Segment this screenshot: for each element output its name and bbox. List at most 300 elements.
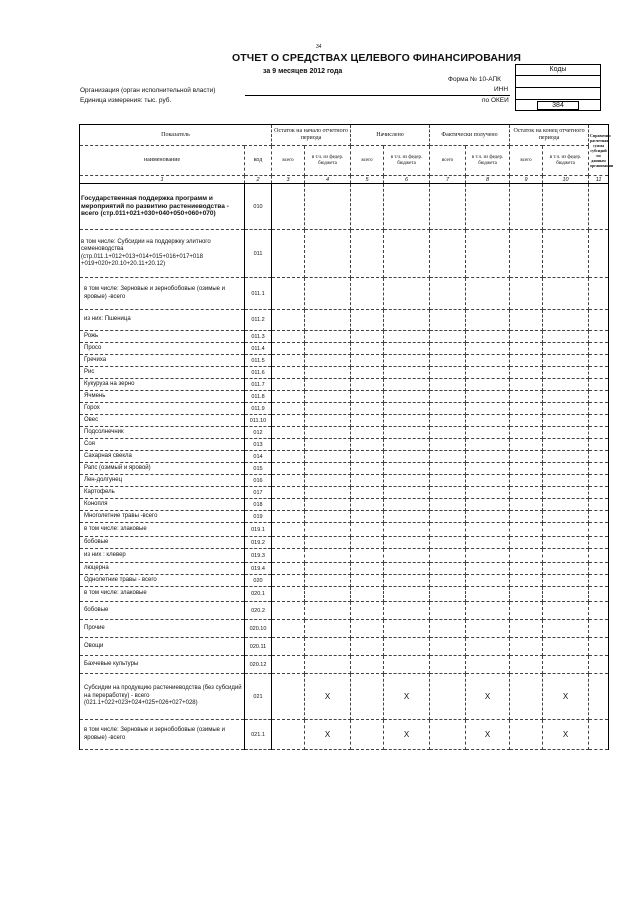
value-cell-col3[interactable] — [272, 439, 305, 451]
value-cell-col7[interactable] — [430, 587, 466, 602]
value-cell-col4[interactable] — [305, 415, 351, 427]
organization-line[interactable] — [245, 95, 510, 96]
value-cell-col10[interactable] — [543, 343, 589, 355]
value-cell-col8[interactable] — [466, 463, 510, 475]
value-cell-col10[interactable] — [543, 439, 589, 451]
okei-label: по ОКЕИ — [482, 97, 509, 104]
value-cell-col9[interactable] — [510, 427, 543, 439]
value-cell-col10[interactable] — [543, 355, 589, 367]
value-cell-col11[interactable] — [589, 656, 609, 674]
value-cell-col5[interactable] — [351, 439, 384, 451]
value-cell-col9[interactable] — [510, 475, 543, 487]
value-cell-col5[interactable] — [351, 391, 384, 403]
value-cell-col5[interactable] — [351, 184, 384, 230]
value-cell-col11[interactable] — [589, 563, 609, 575]
value-cell-col6[interactable] — [384, 487, 430, 499]
value-cell-col8[interactable] — [466, 184, 510, 230]
value-cell-col4[interactable] — [305, 331, 351, 343]
value-cell-col9[interactable] — [510, 523, 543, 537]
value-cell-col3[interactable] — [272, 656, 305, 674]
value-cell-col4[interactable] — [305, 487, 351, 499]
value-cell-col3[interactable] — [272, 343, 305, 355]
value-cell-col11[interactable] — [589, 367, 609, 379]
value-cell-col5[interactable] — [351, 587, 384, 602]
value-cell-col5[interactable] — [351, 638, 384, 656]
value-cell-col10[interactable] — [543, 184, 589, 230]
value-cell-col7[interactable] — [430, 638, 466, 656]
value-cell-col4[interactable] — [305, 563, 351, 575]
value-cell-col9[interactable] — [510, 656, 543, 674]
value-cell-col6[interactable] — [384, 587, 430, 602]
value-cell-col11[interactable] — [589, 379, 609, 391]
row-name: Соя — [80, 439, 245, 451]
value-cell-col3[interactable] — [272, 331, 305, 343]
value-cell-col8[interactable] — [466, 575, 510, 587]
value-cell-col7[interactable] — [430, 451, 466, 463]
value-cell-col6[interactable] — [384, 563, 430, 575]
value-cell-col5[interactable] — [351, 537, 384, 549]
value-cell-col4[interactable] — [305, 184, 351, 230]
value-cell-col11[interactable] — [589, 549, 609, 563]
value-cell-col4[interactable] — [305, 656, 351, 674]
value-cell-col4[interactable] — [305, 549, 351, 563]
value-cell-col10[interactable] — [543, 499, 589, 511]
value-cell-col10[interactable] — [543, 331, 589, 343]
value-cell-col6[interactable] — [384, 184, 430, 230]
value-cell-col11[interactable] — [589, 331, 609, 343]
value-cell-col5[interactable] — [351, 656, 384, 674]
value-cell-col4[interactable] — [305, 310, 351, 331]
value-cell-col9[interactable] — [510, 537, 543, 549]
value-cell-col5[interactable] — [351, 674, 384, 720]
value-cell-col10[interactable] — [543, 451, 589, 463]
value-cell-col7[interactable] — [430, 499, 466, 511]
value-cell-col3[interactable] — [272, 720, 305, 750]
value-cell-col6[interactable] — [384, 620, 430, 638]
value-cell-col4[interactable] — [305, 463, 351, 475]
column-number: 3 — [272, 176, 305, 184]
value-cell-col3[interactable] — [272, 184, 305, 230]
value-cell-col7[interactable] — [430, 620, 466, 638]
value-cell-col6[interactable] — [384, 427, 430, 439]
value-cell-col8[interactable] — [466, 403, 510, 415]
value-cell-col6[interactable] — [384, 499, 430, 511]
value-cell-col5[interactable] — [351, 331, 384, 343]
value-cell-col3[interactable] — [272, 415, 305, 427]
value-cell-col9[interactable] — [510, 620, 543, 638]
value-cell-col8[interactable] — [466, 415, 510, 427]
value-cell-col11[interactable] — [589, 475, 609, 487]
value-cell-col7[interactable] — [430, 674, 466, 720]
value-cell-col4[interactable] — [305, 230, 351, 278]
value-cell-col10[interactable] — [543, 427, 589, 439]
value-cell-col8[interactable] — [466, 230, 510, 278]
value-cell-col7[interactable] — [430, 523, 466, 537]
value-cell-col10[interactable] — [543, 563, 589, 575]
value-cell-col6[interactable] — [384, 523, 430, 537]
value-cell-col8[interactable] — [466, 549, 510, 563]
value-cell-col11[interactable] — [589, 523, 609, 537]
form-code-cell[interactable] — [516, 76, 600, 88]
value-cell-col9[interactable] — [510, 439, 543, 451]
value-cell-col7[interactable] — [430, 549, 466, 563]
value-cell-col10[interactable] — [543, 475, 589, 487]
value-cell-col5[interactable] — [351, 379, 384, 391]
value-cell-col7[interactable] — [430, 563, 466, 575]
value-cell-col6[interactable] — [384, 638, 430, 656]
value-cell-col3[interactable] — [272, 278, 305, 310]
value-cell-col11[interactable] — [589, 499, 609, 511]
value-cell-col9[interactable] — [510, 463, 543, 475]
value-cell-col7[interactable] — [430, 278, 466, 310]
value-cell-col4[interactable] — [305, 602, 351, 620]
value-cell-col10[interactable] — [543, 638, 589, 656]
value-cell-col4[interactable] — [305, 638, 351, 656]
value-cell-col7[interactable] — [430, 343, 466, 355]
value-cell-col7[interactable] — [430, 475, 466, 487]
value-cell-col11[interactable] — [589, 720, 609, 750]
value-cell-col8[interactable] — [466, 602, 510, 620]
value-cell-col9[interactable] — [510, 487, 543, 499]
value-cell-col8[interactable] — [466, 439, 510, 451]
value-cell-col5[interactable] — [351, 620, 384, 638]
value-cell-col11[interactable] — [589, 403, 609, 415]
value-cell-col3[interactable] — [272, 463, 305, 475]
value-cell-col11[interactable] — [589, 602, 609, 620]
value-cell-col6[interactable] — [384, 415, 430, 427]
value-cell-col7[interactable] — [430, 403, 466, 415]
value-cell-col6[interactable] — [384, 602, 430, 620]
value-cell-col4[interactable] — [305, 367, 351, 379]
value-cell-col5[interactable] — [351, 499, 384, 511]
value-cell-col4[interactable] — [305, 475, 351, 487]
value-cell-col9[interactable] — [510, 720, 543, 750]
value-cell-col5[interactable] — [351, 451, 384, 463]
value-cell-col4[interactable] — [305, 451, 351, 463]
value-cell-col8[interactable] — [466, 475, 510, 487]
value-cell-col8[interactable] — [466, 355, 510, 367]
value-cell-col3[interactable] — [272, 563, 305, 575]
value-cell-col11[interactable] — [589, 439, 609, 451]
value-cell-col7[interactable] — [430, 575, 466, 587]
value-cell-col11[interactable] — [589, 537, 609, 549]
value-cell-col5[interactable] — [351, 403, 384, 415]
value-cell-col10[interactable] — [543, 403, 589, 415]
value-cell-col3[interactable] — [272, 511, 305, 523]
value-cell-col6[interactable] — [384, 403, 430, 415]
value-cell-col4[interactable] — [305, 403, 351, 415]
header-reference: Справочно: расчетная сумма субсидий по данным организации — [589, 125, 609, 176]
value-cell-col3[interactable] — [272, 549, 305, 563]
value-cell-col9[interactable] — [510, 451, 543, 463]
value-cell-col11[interactable] — [589, 355, 609, 367]
value-cell-col9[interactable] — [510, 184, 543, 230]
value-cell-col5[interactable] — [351, 487, 384, 499]
value-cell-col7[interactable] — [430, 379, 466, 391]
value-cell-col6[interactable] — [384, 511, 430, 523]
value-cell-col10[interactable] — [543, 549, 589, 563]
column-number: 6 — [384, 176, 430, 184]
value-cell-col3[interactable] — [272, 523, 305, 537]
value-cell-col5[interactable] — [351, 278, 384, 310]
value-cell-col9[interactable] — [510, 355, 543, 367]
value-cell-col3[interactable] — [272, 451, 305, 463]
header-received-total: всего — [430, 146, 466, 176]
value-cell-col6[interactable] — [384, 463, 430, 475]
value-cell-col6[interactable] — [384, 355, 430, 367]
value-cell-col3[interactable] — [272, 575, 305, 587]
value-cell-col10[interactable] — [543, 587, 589, 602]
value-cell-col6[interactable] — [384, 278, 430, 310]
value-cell-col8[interactable] — [466, 310, 510, 331]
value-cell-col10[interactable] — [543, 602, 589, 620]
value-cell-col11[interactable] — [589, 427, 609, 439]
value-cell-col7[interactable] — [430, 511, 466, 523]
value-cell-col10[interactable] — [543, 656, 589, 674]
column-number: 4 — [305, 176, 351, 184]
value-cell-col4[interactable] — [305, 427, 351, 439]
value-cell-col3[interactable] — [272, 427, 305, 439]
value-cell-col6[interactable] — [384, 367, 430, 379]
value-cell-col4[interactable] — [305, 523, 351, 537]
value-cell-col11[interactable] — [589, 638, 609, 656]
value-cell-col7[interactable] — [430, 184, 466, 230]
value-cell-col7[interactable] — [430, 656, 466, 674]
value-cell-col7[interactable] — [430, 367, 466, 379]
value-cell-col7[interactable] — [430, 602, 466, 620]
value-cell-col8[interactable] — [466, 487, 510, 499]
value-cell-col6[interactable] — [384, 575, 430, 587]
value-cell-col5[interactable] — [351, 720, 384, 750]
value-cell-col8[interactable] — [466, 537, 510, 549]
value-cell-col7[interactable] — [430, 537, 466, 549]
value-cell-col5[interactable] — [351, 523, 384, 537]
value-cell-col4[interactable] — [305, 537, 351, 549]
value-cell-col5[interactable] — [351, 230, 384, 278]
value-cell-col5[interactable] — [351, 549, 384, 563]
value-cell-col9[interactable] — [510, 674, 543, 720]
value-cell-col10[interactable] — [543, 367, 589, 379]
value-cell-col7[interactable] — [430, 355, 466, 367]
value-cell-col9[interactable] — [510, 602, 543, 620]
value-cell-col10[interactable] — [543, 537, 589, 549]
value-cell-col10[interactable] — [543, 620, 589, 638]
value-cell-col4[interactable] — [305, 499, 351, 511]
value-cell-col6[interactable] — [384, 439, 430, 451]
value-cell-col9[interactable] — [510, 310, 543, 331]
inn-code-cell[interactable] — [516, 88, 600, 100]
value-cell-col6[interactable] — [384, 537, 430, 549]
value-cell-col11[interactable] — [589, 391, 609, 403]
value-cell-col6[interactable] — [384, 343, 430, 355]
value-cell-col8[interactable] — [466, 511, 510, 523]
value-cell-col8[interactable] — [466, 451, 510, 463]
value-cell-col10[interactable] — [543, 278, 589, 310]
row-code: 011.3 — [245, 331, 272, 343]
value-cell-col11[interactable] — [589, 674, 609, 720]
value-cell-col11[interactable] — [589, 511, 609, 523]
row-name: из них: Пшеница — [80, 310, 245, 331]
value-cell-col3[interactable] — [272, 587, 305, 602]
value-cell-col9[interactable] — [510, 575, 543, 587]
value-cell-col3[interactable] — [272, 403, 305, 415]
value-cell-col3[interactable] — [272, 620, 305, 638]
value-cell-col9[interactable] — [510, 278, 543, 310]
value-cell-col11[interactable] — [589, 451, 609, 463]
value-cell-col9[interactable] — [510, 367, 543, 379]
value-cell-col10[interactable] — [543, 391, 589, 403]
value-cell-col4[interactable] — [305, 620, 351, 638]
value-cell-col6[interactable] — [384, 391, 430, 403]
value-cell-col5[interactable] — [351, 415, 384, 427]
value-cell-col9[interactable] — [510, 379, 543, 391]
value-cell-col9[interactable] — [510, 511, 543, 523]
value-cell-col10[interactable] — [543, 575, 589, 587]
value-cell-col3[interactable] — [272, 391, 305, 403]
value-cell-col10[interactable] — [543, 310, 589, 331]
value-cell-col7[interactable] — [430, 487, 466, 499]
value-cell-col6[interactable] — [384, 475, 430, 487]
row-code: 012 — [245, 427, 272, 439]
value-cell-col9[interactable] — [510, 587, 543, 602]
value-cell-col3[interactable] — [272, 230, 305, 278]
value-cell-col7[interactable] — [430, 439, 466, 451]
value-cell-col4[interactable] — [305, 278, 351, 310]
value-cell-col5[interactable] — [351, 602, 384, 620]
value-cell-col6[interactable] — [384, 230, 430, 278]
value-cell-col4[interactable] — [305, 355, 351, 367]
value-cell-col3[interactable] — [272, 537, 305, 549]
value-cell-col5[interactable] — [351, 367, 384, 379]
value-cell-col11[interactable] — [589, 620, 609, 638]
value-cell-col7[interactable] — [430, 463, 466, 475]
row-code: 017 — [245, 487, 272, 499]
value-cell-col3[interactable] — [272, 379, 305, 391]
value-cell-col10[interactable] — [543, 230, 589, 278]
value-cell-col9[interactable] — [510, 563, 543, 575]
value-cell-col3[interactable] — [272, 638, 305, 656]
value-cell-col5[interactable] — [351, 355, 384, 367]
value-cell-col10[interactable] — [543, 523, 589, 537]
value-cell-col9[interactable] — [510, 343, 543, 355]
value-cell-col9[interactable] — [510, 230, 543, 278]
value-cell-col11[interactable] — [589, 463, 609, 475]
value-cell-col10[interactable] — [543, 463, 589, 475]
header-opening-total: всего — [272, 146, 305, 176]
value-cell-col11[interactable] — [589, 587, 609, 602]
value-cell-col6[interactable] — [384, 331, 430, 343]
value-cell-col6[interactable] — [384, 549, 430, 563]
value-cell-col7[interactable] — [430, 415, 466, 427]
value-cell-col4[interactable] — [305, 587, 351, 602]
value-cell-col9[interactable] — [510, 331, 543, 343]
value-cell-col5[interactable] — [351, 563, 384, 575]
value-cell-col8[interactable] — [466, 656, 510, 674]
row-code: 021 — [245, 674, 272, 720]
value-cell-col11[interactable] — [589, 575, 609, 587]
value-cell-col9[interactable] — [510, 549, 543, 563]
value-cell-col5[interactable] — [351, 463, 384, 475]
value-cell-col11[interactable] — [589, 310, 609, 331]
value-cell-col7[interactable] — [430, 331, 466, 343]
value-cell-col8[interactable] — [466, 331, 510, 343]
value-cell-col3[interactable] — [272, 355, 305, 367]
value-cell-col3[interactable] — [272, 499, 305, 511]
value-cell-col4[interactable] — [305, 343, 351, 355]
row-name: Картофель — [80, 487, 245, 499]
value-cell-col3[interactable] — [272, 674, 305, 720]
value-cell-col7[interactable] — [430, 427, 466, 439]
value-cell-col9[interactable] — [510, 403, 543, 415]
value-cell-col10[interactable] — [543, 379, 589, 391]
value-cell-col3[interactable] — [272, 487, 305, 499]
value-cell-col11[interactable] — [589, 278, 609, 310]
value-cell-col5[interactable] — [351, 343, 384, 355]
value-cell-col11[interactable] — [589, 343, 609, 355]
value-cell-col7[interactable] — [430, 720, 466, 750]
value-cell-col5[interactable] — [351, 427, 384, 439]
value-cell-col7[interactable] — [430, 310, 466, 331]
value-cell-col8[interactable] — [466, 499, 510, 511]
value-cell-col3[interactable] — [272, 310, 305, 331]
value-cell-col8[interactable] — [466, 391, 510, 403]
value-cell-col8[interactable] — [466, 427, 510, 439]
value-cell-col6[interactable] — [384, 310, 430, 331]
value-cell-col6[interactable] — [384, 656, 430, 674]
value-cell-col4[interactable] — [305, 511, 351, 523]
value-cell-col9[interactable] — [510, 415, 543, 427]
value-cell-col8[interactable] — [466, 620, 510, 638]
value-cell-col4[interactable] — [305, 391, 351, 403]
table-row — [80, 602, 609, 620]
value-cell-col11[interactable] — [589, 415, 609, 427]
value-cell-col6[interactable] — [384, 379, 430, 391]
value-cell-col4[interactable] — [305, 379, 351, 391]
value-cell-col8[interactable] — [466, 367, 510, 379]
value-cell-col7[interactable] — [430, 230, 466, 278]
value-cell-col10[interactable] — [543, 487, 589, 499]
value-cell-col8[interactable] — [466, 523, 510, 537]
value-cell-col8[interactable] — [466, 563, 510, 575]
value-cell-col8[interactable] — [466, 379, 510, 391]
value-cell-col11[interactable] — [589, 230, 609, 278]
value-cell-col5[interactable] — [351, 575, 384, 587]
value-cell-col5[interactable] — [351, 511, 384, 523]
value-cell-col10[interactable] — [543, 415, 589, 427]
value-cell-col5[interactable] — [351, 310, 384, 331]
value-cell-col8[interactable] — [466, 278, 510, 310]
value-cell-col5[interactable] — [351, 475, 384, 487]
row-name: Ячмень — [80, 391, 245, 403]
value-cell-col9[interactable] — [510, 391, 543, 403]
value-cell-col3[interactable] — [272, 475, 305, 487]
row-name: в том числе: злаковые — [80, 587, 245, 602]
value-cell-col9[interactable] — [510, 638, 543, 656]
value-cell-col4[interactable] — [305, 575, 351, 587]
value-cell-col10[interactable] — [543, 511, 589, 523]
value-cell-col11[interactable] — [589, 487, 609, 499]
value-cell-col8[interactable] — [466, 587, 510, 602]
value-cell-col8[interactable] — [466, 638, 510, 656]
value-cell-col3[interactable] — [272, 367, 305, 379]
value-cell-col11[interactable] — [589, 184, 609, 230]
value-cell-col9[interactable] — [510, 499, 543, 511]
value-cell-col3[interactable] — [272, 602, 305, 620]
value-cell-col7[interactable] — [430, 391, 466, 403]
value-cell-col6[interactable] — [384, 451, 430, 463]
value-cell-col8[interactable] — [466, 343, 510, 355]
value-cell-col4[interactable] — [305, 439, 351, 451]
